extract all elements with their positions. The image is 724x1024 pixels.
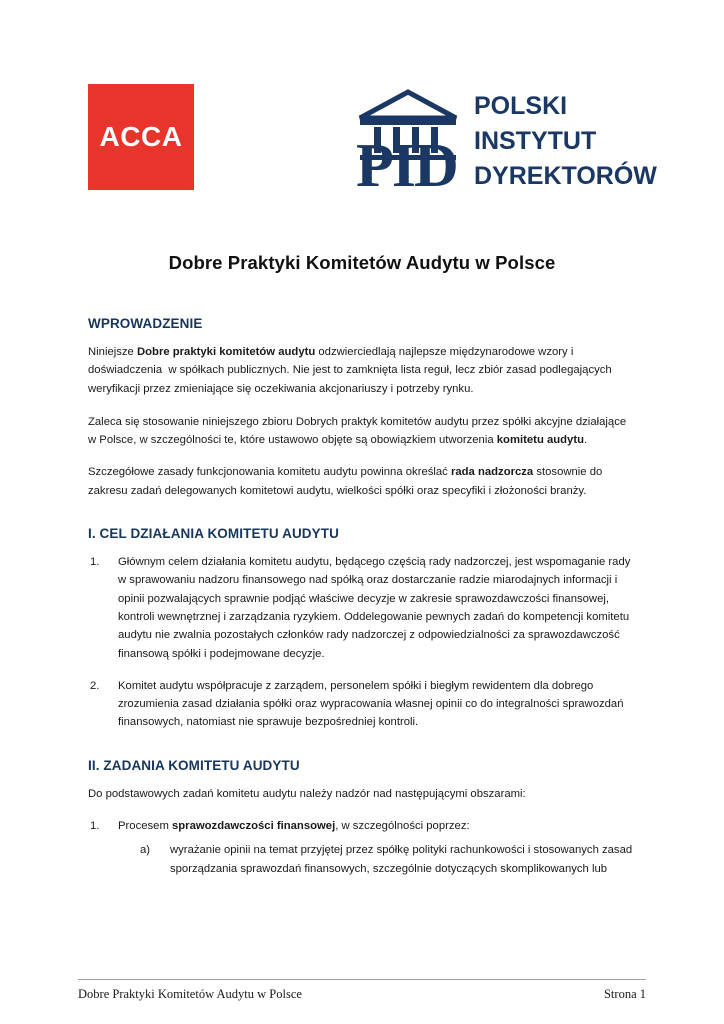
emphasis-komitetu-audytu: komitetu audytu	[496, 434, 585, 447]
page-title: Dobre Praktyki Komitetów Audytu w Polsce	[168, 252, 556, 273]
footer-divider	[78, 979, 646, 980]
list-item	[88, 677, 636, 732]
footer-left-text: Dobre Praktyki Komitetów Audytu w Polsce	[78, 987, 302, 1001]
list-item	[140, 841, 636, 878]
page-footer	[78, 979, 646, 1002]
acca-logo-text: ACCA	[99, 121, 183, 152]
list-zadania	[88, 817, 636, 878]
section-heading-wprowadzenie: WPROWADZENIE	[88, 316, 203, 331]
list-item-text: Głównym celem działania komitetu audytu, będącego częścią rady nadzorczej, jest wspomaganie rady w sprawowaniu nadzoru finansowego nad spółką oraz dostarczanie radzie miarodajnych informacji i opinii pozwalających sprawnie podjąć właściwe decyzje w zakresie sprawozdawczości finansowej, kontroli wewnętrznej i zarządzania ryzykiem. Oddelegowanie pewnych zadań do kompetencji komitetu audytu nie zwalnia pozostałych członków rady nadzorczej z odpowiedzialności za sprawozdawczość finansową spółki i podejmowane decyzje.	[118, 556, 631, 660]
list-item-text-prefix: Procesem	[118, 820, 172, 833]
list-item	[88, 817, 636, 878]
pid-logo	[352, 86, 722, 190]
list-item-text: Komitet audytu współpracuje z zarządem, personelem spółki i biegłym rewidentem dla dobrego zrozumienia zasad działania spółki oraz wypracowania własnej opinii co do integralności sprawozdań finansowych, natomiast nie sprawuje bezpośredniej kontroli.	[118, 679, 624, 729]
footer-page-number: Strona 1	[603, 987, 646, 1001]
list-item	[88, 553, 636, 663]
section-heading-zadania: II. ZADANIA KOMITETU AUDYTU	[88, 757, 300, 773]
paragraph-intro-1: Niniejsze Dobre praktyki komitetów audytu odzwierciedlają najlepsze międzynarodowe wzory i doświadczenia w spółkach publicznych. Nie jest to zamknięta lista reguł, lecz zbiór zasad podlegających weryfikacji przez zmieniające się oczekiwania akcjonariuszy i potrzeby rynku.	[88, 346, 612, 395]
list-marker: 1.	[90, 556, 100, 569]
list-item-text	[118, 820, 470, 832]
list-cel-dzialania	[88, 553, 636, 732]
list-marker: 2.	[90, 679, 100, 692]
sublist-zadania-1	[140, 841, 636, 878]
sublist-wrapper	[140, 841, 636, 878]
svg-text:POLSKI: POLSKI	[474, 92, 568, 120]
svg-text:PID: PID	[356, 132, 457, 190]
section-heading-cel-dzialania: I. CEL DZIAŁANIA KOMITETU AUDYTU	[88, 526, 339, 542]
emphasis-rada-nadzorcza: rada nadzorcza	[450, 466, 534, 479]
svg-text:DYREKTORÓW: DYREKTORÓW	[474, 162, 657, 190]
emphasis-dobre-praktyki: Dobre praktyki komitetów audytu	[136, 346, 316, 358]
svg-text:INSTYTUT: INSTYTUT	[474, 127, 597, 155]
logo-row	[88, 84, 657, 194]
pid-logo-graphic	[352, 86, 722, 190]
document-body	[88, 252, 636, 892]
list-item-text: wyrażanie opinii na temat przyjętej przez spółkę polityki rachunkowości i stosowanych zasad sporządzania sprawozdań finansowych, szczególnie dotyczących skomplikowanych lub	[170, 844, 633, 875]
footer-content	[78, 987, 646, 1002]
list-marker: a)	[140, 844, 151, 857]
acca-logo	[88, 84, 194, 190]
paragraph-zadania-lead: Do podstawowych zadań komitetu audytu należy nadzór nad następującymi obszarami:	[88, 787, 526, 800]
paragraph-intro-3: Szczegółowe zasady funkcjonowania komitetu audytu powinna określać rada nadzorcza stosownie do zakresu zadań delegowanych komitetowi audytu, wielkości spółki oraz specyfiki i złożoności branży.	[88, 466, 603, 497]
paragraph-intro-2: Zaleca się stosowanie niniejszego zbioru Dobrych praktyk komitetów audytu przez spółki akcyjne działające w Polsce, w szczególności te, które ustawowo objęte są obowiązkiem utworzenia komitetu audytu.	[88, 415, 627, 447]
list-marker: 1.	[90, 820, 100, 833]
list-item-text-suffix: , w szczególności poprzez:	[335, 820, 470, 833]
emphasis-sprawozdawczosci-finansowej: sprawozdawczości finansowej	[172, 820, 336, 833]
